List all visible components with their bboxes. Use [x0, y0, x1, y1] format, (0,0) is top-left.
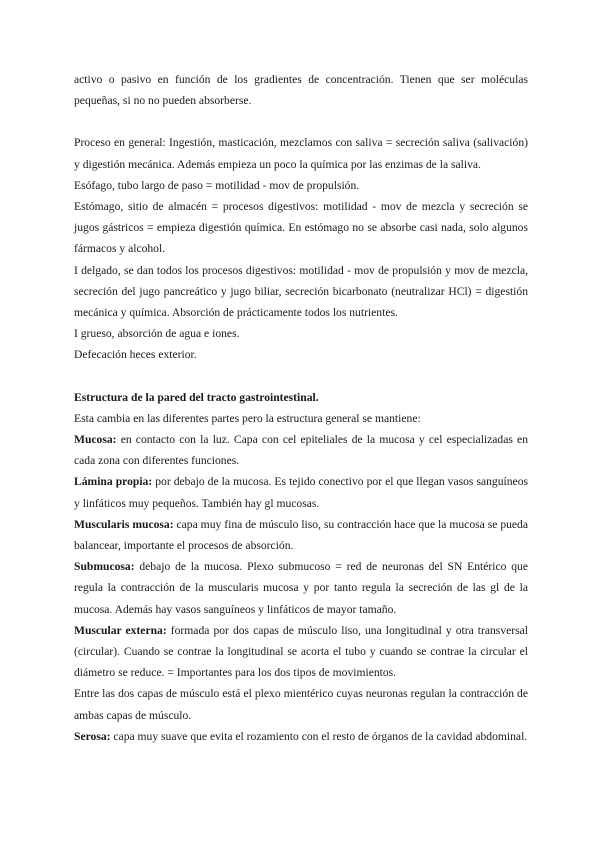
text-muscular-externa: formada por dos capas de músculo liso, una longitudinal y otra transversal (circular). Cuando se contrae la longitudinal se acorta el tubo y cuando se contrae la circular el diámetro se reduce. = Importantes para los dos tipos de movimientos. [74, 623, 528, 680]
paragraph-defecation: Defecación heces exterior. [74, 348, 197, 362]
paragraph-serosa [74, 726, 528, 747]
paragraph-process-general: Proceso en general: Ingestión, masticación, mezclamos con saliva = secreción saliva (salivación) y digestión mecánica. Además empieza un poco la química por las enzimas de la saliva. [74, 136, 528, 171]
paragraph-lamina-propia [74, 471, 528, 513]
term-serosa: Serosa: [74, 729, 111, 743]
term-muscular-externa: Muscular externa: [74, 623, 167, 637]
text-mucosa: en contacto con la luz. Capa con cel epiteliales de la mucosa y cel especializadas en cada zona con diferentes funciones. [74, 433, 528, 468]
paragraph-submucosa [74, 556, 528, 620]
text-serosa: capa muy suave que evita el rozamiento con el resto de órganos de la cavidad abdominal. [110, 729, 528, 743]
paragraph-large-intestine: I grueso, absorción de agua e iones. [74, 327, 240, 341]
paragraph-plexo-mienterico: Entre las dos capas de músculo está el plexo mientérico cuyas neuronas regulan la contracción de ambas capas de músculo. [74, 687, 528, 722]
paragraph-small-intestine: I delgado, se dan todos los procesos digestivos: motilidad - mov de propulsión y mov de mezcla, secreción del jugo pancreático y jugo biliar, secreción bicarbonato (neutralizar HCl) = digestión mecánica y química. Absorción de prácticamente todos los nutrientes. [74, 263, 528, 320]
section-intro: Esta cambia en las diferentes partes pero la estructura general se mantiene: [74, 411, 421, 425]
paragraph-mucosa [74, 429, 528, 471]
paragraph-muscular-externa [74, 620, 528, 684]
section-heading: Estructura de la pared del tracto gastrointestinal. [74, 390, 319, 404]
term-mucosa: Mucosa: [74, 433, 117, 447]
spacer [74, 366, 528, 387]
paragraph-stomach: Estómago, sitio de almacén = procesos digestivos: motilidad - mov de mezcla y secreción se jugos gástricos = empieza digestión química. En estómago no se absorbe casi nada, solo algunos fármacos y alcohol. [74, 200, 528, 256]
paragraph-esophagus: Esófago, tubo largo de paso = motilidad - mov de propulsión. [74, 178, 360, 192]
term-submucosa: Submucosa: [74, 560, 135, 574]
term-lamina-propia: Lámina propia: [74, 475, 153, 489]
paragraph-muscularis-mucosa [74, 514, 528, 556]
text-muscularis-mucosa: capa muy fina de músculo liso, su contracción hace que la mucosa se pueda balancear, importante el procesos de absorción. [74, 517, 528, 553]
text-submucosa: debajo de la mucosa. Plexo submucoso = red de neuronas del SN Entérico que regula la contracción de la muscularis mucosa y por tanto regula la secreción de las gl de la mucosa. Además hay vasos sanguíneos y linfáticos de mayor tamaño. [74, 560, 528, 616]
text-lamina-propia: por debajo de la mucosa. Es tejido conectivo por el que llegan vasos sanguíneos y linfáticos muy pequeños. También hay gl mucosas. [74, 475, 528, 510]
term-muscularis-mucosa: Muscularis mucosa: [74, 517, 174, 531]
spacer [74, 111, 528, 132]
document-body [74, 69, 528, 747]
paragraph-absorption: activo o pasivo en función de los gradientes de concentración. Tienen que ser moléculas pequeñas, si no no pueden absorberse. [74, 73, 528, 108]
